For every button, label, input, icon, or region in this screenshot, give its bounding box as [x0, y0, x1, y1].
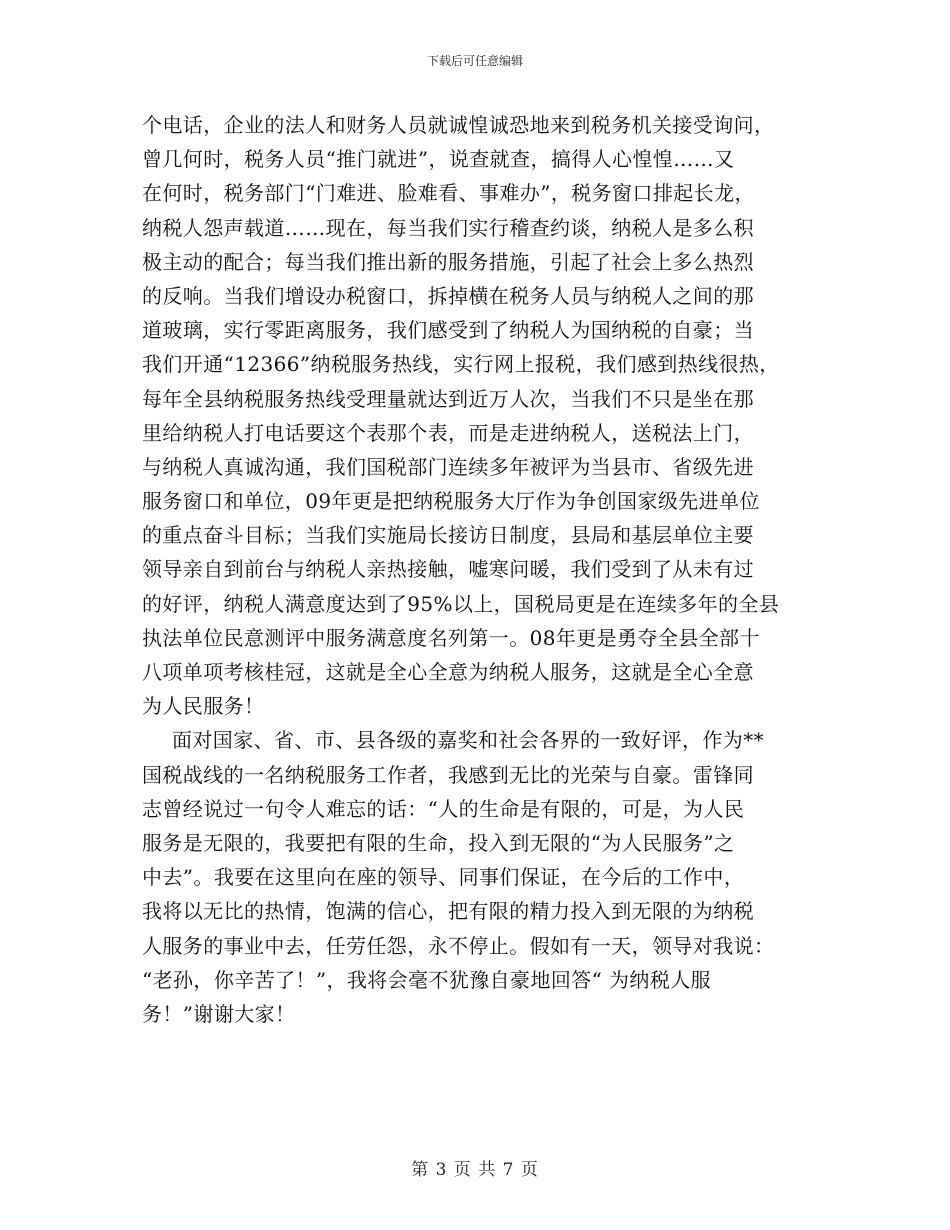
text-line: 每年全县纳税服务热线受理量就达到近万人次，当我们不只是坐在那: [142, 386, 754, 411]
text-line: 的重点奋斗目标；当我们实施局长接访日制度，县局和基层单位主要: [142, 523, 754, 548]
text-line: “老孙，你辛苦了！”，我将会毫不犹豫自豪地回答“ 为纳税人服: [142, 967, 712, 992]
text-line: 我们开通“12366”纳税服务热线，实行网上报税，我们感到热线很热，: [142, 352, 780, 377]
text-line: 我将以无比的热情，饱满的信心，把有限的精力投入到无限的为纳税: [142, 899, 754, 924]
text-line: 的反响。当我们增设办税窗口，拆掉横在税务人员与纳税人之间的那: [142, 283, 754, 308]
page-number-footer: 第 3 页 共 7 页: [411, 1160, 539, 1180]
text-line: 志曾经说过一句令人难忘的话：“人的生命是有限的，可是，为人民: [142, 796, 745, 821]
text-line: 服务窗口和单位，09年更是把纳税服务大厅作为争创国家级先进单位: [142, 489, 760, 514]
paragraph-start-line: 面对国家、省、市、县各级的嘉奖和社会各界的一致好评，作为**: [172, 728, 764, 753]
text-line: 曾几何时，税务人员“推门就进”，说查就查，搞得人心惶惶……又: [142, 147, 735, 172]
text-line: 的好评，纳税人满意度达到了95%以上，国税局更是在连续多年的全县: [142, 591, 780, 616]
text-line: 纳税人怨声载道……现在，每当我们实行稽查约谈，纳税人是多么积: [142, 215, 754, 240]
text-line: 道玻璃，实行零距离服务，我们感受到了纳税人为国纳税的自豪；当: [142, 318, 754, 343]
text-line: 极主动的配合；每当我们推出新的服务措施，引起了社会上多么热烈: [142, 249, 754, 274]
text-line: 中去”。我要在这里向在座的领导、同事们保证，在今后的工作中，: [142, 865, 745, 890]
text-line: 与纳税人真诚沟通，我们国税部门连续多年被评为当县市、省级先进: [142, 454, 754, 479]
text-line: 八项单项考核桂冠，这就是全心全意为纳税人服务，这就是全心全意: [142, 660, 754, 684]
text-line: 里给纳税人打电话要这个表那个表，而是走进纳税人，送税法上门，: [142, 420, 754, 445]
text-line: 为人民服务！: [142, 694, 265, 719]
document-body: [142, 108, 822, 1031]
text-line: 个电话，企业的法人和财务人员就诚惶诚恐地来到税务机关接受询问，: [142, 113, 775, 137]
text-line: 国税战线的一名纳税服务工作者，我感到无比的光荣与自豪。雷锋同: [142, 762, 754, 787]
text-line: 领导亲自到前台与纳税人亲热接触，嘘寒问暖，我们受到了从未有过: [142, 557, 754, 582]
text-line: 执法单位民意测评中服务满意度名列第一。08年更是勇夺全县全部十: [142, 625, 760, 650]
text-line: 人服务的事业中去，任劳任怨，永不停止。假如有一天，领导对我说：: [142, 933, 775, 958]
text-line: 务！”谢谢大家！: [142, 1001, 296, 1026]
text-line: 服务是无限的，我要把有限的生命，投入到无限的“为人民服务”之: [142, 830, 735, 855]
page-header: 下载后可任意编辑: [426, 54, 523, 68]
text-line: 在何时，税务部门“门难进、脸难看、事难办”，税务窗口排起长龙，: [142, 181, 755, 206]
